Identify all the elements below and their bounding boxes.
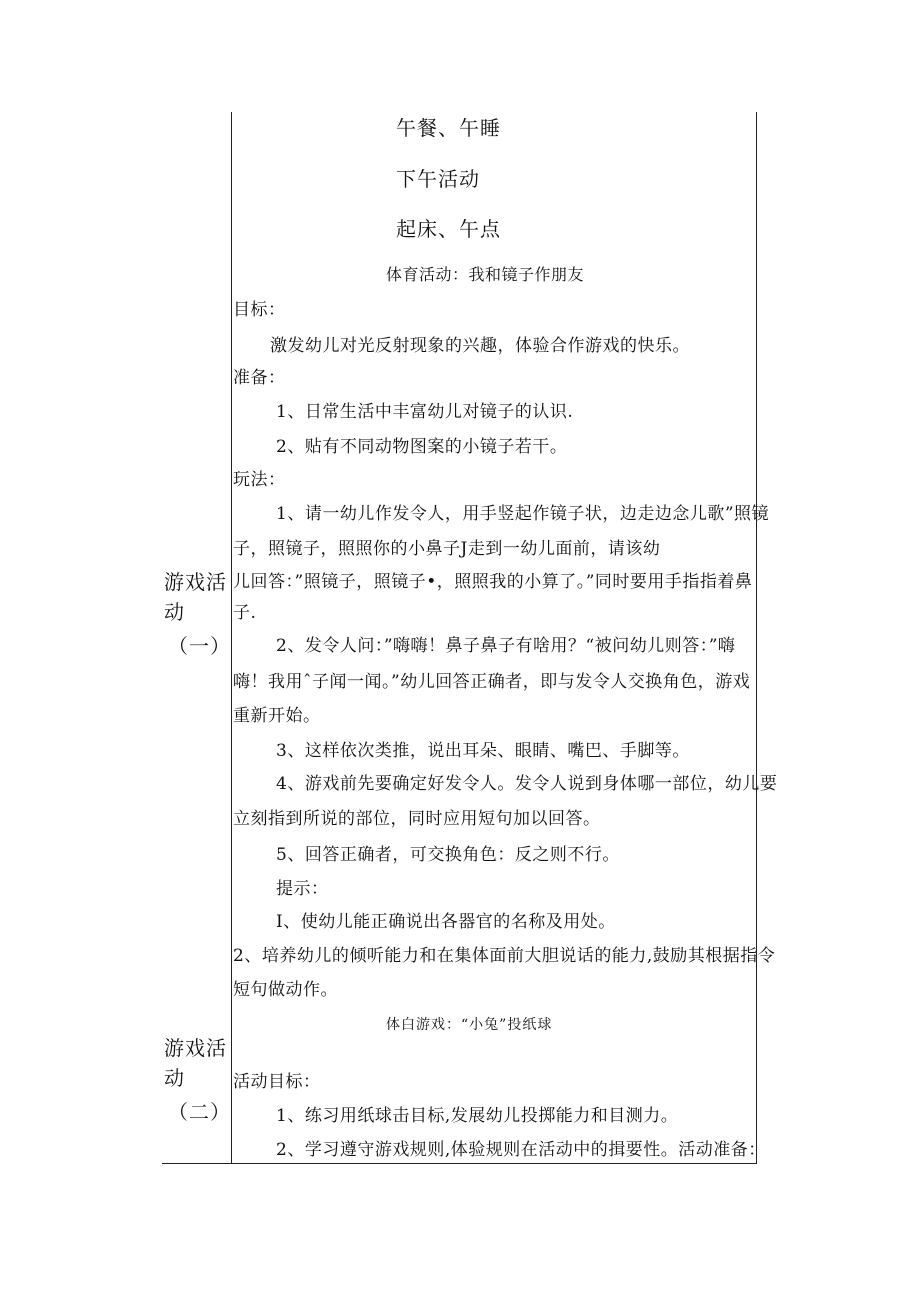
prep-item: 1、日常生活中丰富幼儿对镜子的认识. (276, 402, 574, 422)
activity1-play-heading: 玩法： (233, 470, 286, 490)
prep-item: 2、贴有不同动物图案的小镜子若干。 (276, 437, 568, 457)
play-line: 子. (233, 603, 257, 623)
schedule-afternoon-activity: 下午活动 (396, 167, 480, 191)
tip-line: 2、培养幼儿的倾听能力和在集体面前大胆说话的能力,鼓励其根据指令 (233, 946, 776, 966)
row-label-line-2: 动 (164, 600, 185, 624)
play-line: 重新开始。 (233, 706, 321, 726)
row-label-line-3: （二） (168, 1100, 231, 1124)
play-line: 子，照镜子，照照你的小鼻子J走到一幼儿面前，请该幼 (233, 539, 661, 559)
row-label-line-3: （一） (168, 634, 231, 658)
play-line: 1、请一幼儿作发令人，用手竖起作镜子状，边走边念儿歌”照镜 (276, 504, 770, 524)
activity1-tip-heading: 提示： (276, 879, 329, 899)
play-line: 3、这样依次类推，说出耳朵、眼睛、嘴巴、手脚等。 (276, 741, 690, 761)
schedule-wake-snack: 起床、午点 (396, 217, 501, 241)
activity1-prep-heading: 准备： (233, 368, 286, 388)
table-right-border (756, 112, 757, 1164)
goal-line: 1、练习用纸球击目标,发展幼儿投掷能力和目测力。 (276, 1106, 679, 1126)
tip-line: I、使幼儿能正确说出各器官的名称及用处。 (276, 912, 616, 932)
activity1-title: 体育活动：我和镜子作朋友 (386, 265, 585, 284)
play-line: 立刻指到所说的部位，同时应用短句加以回答。 (233, 809, 601, 829)
table-left-border (231, 112, 232, 1164)
play-line: 儿回答：”照镜子，照镜子•，照照我的小算了。”同时要用手指指着鼻 (233, 572, 753, 592)
goal-line: 2、学习遵守游戏规则,体验规则在活动中的揖要性。活动准备： (276, 1140, 766, 1160)
row-label-game-activity-2 (164, 1033, 231, 1127)
play-line: 2、发令人问：”嗨嗨！鼻子鼻子有啥用？“被问幼儿则答：”嗨 (276, 636, 736, 656)
schedule-lunch-nap: 午餐、午睡 (396, 116, 501, 140)
row-label-line-1: 游戏活 (164, 570, 227, 594)
tip-line: 短句做动作。 (233, 980, 338, 1000)
activity2-goal-heading: 活动目标： (233, 1072, 321, 1092)
activity2-title: 体白游戏：“小兔”投纸球 (386, 1017, 553, 1033)
play-line: 嗨！我用ˆ子闻一闻。”幼儿回答正确者，即与发令人交换角色，游戏 (233, 672, 751, 692)
table-bottom-border (162, 1163, 757, 1164)
play-line: 4、游戏前先要确定好发令人。发令人说到身体哪一部位，幼儿要 (276, 774, 778, 794)
row-label-game-activity-1 (164, 567, 231, 661)
activity1-goal-text: 激发幼儿对光反射现象的兴趣，体验合作游戏的快乐。 (270, 336, 690, 356)
activity1-goal-heading: 目标： (233, 300, 286, 320)
play-line: 5、回答正确者，可交换角色：反之则不行。 (276, 845, 620, 865)
row-label-line-2: 动 (164, 1066, 185, 1090)
row-label-line-1: 游戏活 (164, 1036, 227, 1060)
